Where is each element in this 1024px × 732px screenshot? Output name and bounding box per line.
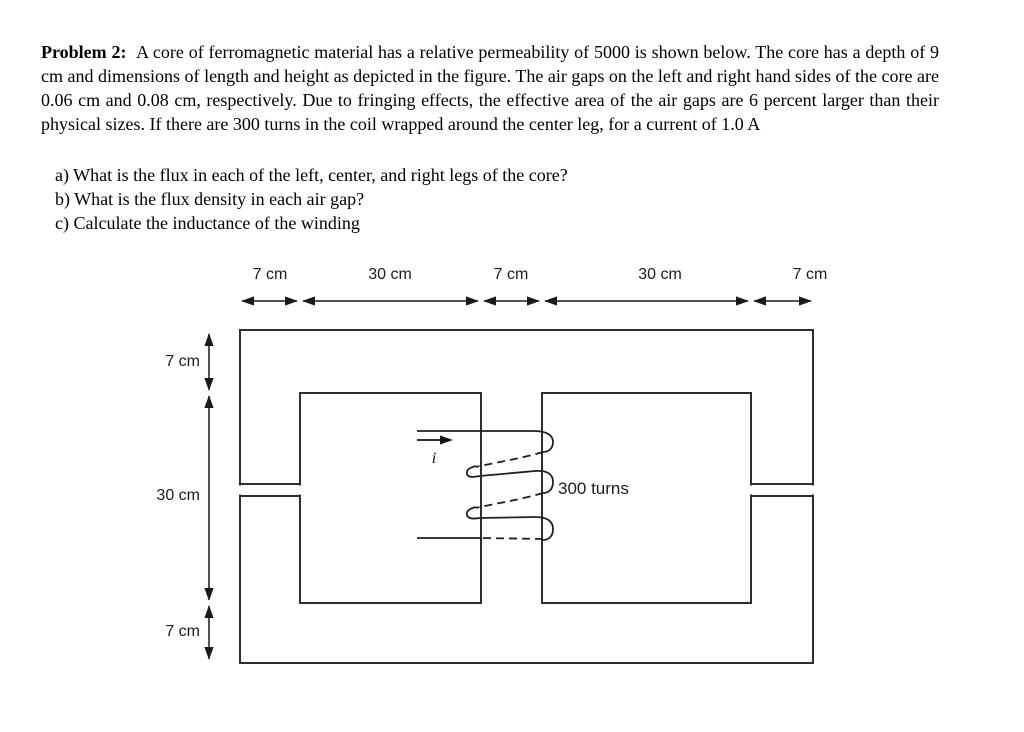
dim-label-top-right-leg: 7 cm xyxy=(792,266,828,283)
question-item-c: c) Calculate the inductance of the winding xyxy=(55,213,360,233)
dim-label-top-center-leg: 7 cm xyxy=(493,266,529,283)
left-air-gap xyxy=(236,484,304,496)
dim-label-left-window-height: 30 cm xyxy=(156,487,200,504)
left-dimension-labels xyxy=(156,353,200,640)
problem-body-text: A core of ferromagnetic material has a relative permeability of 5000 is shown below. The core has a depth of 9 cm and dimensions of length and height as depicted in the figure. The air gaps on the left and right hand sides of the core are 0.06 cm and 0.08 cm, respectively. Due to fringing effects, the effective area of the air gaps are 6 percent larger than their physical sizes. If there are 300 turns in the coil wrapped around the center leg, for a current of 1.0 A xyxy=(41,42,939,134)
question-item-b: b) What is the flux density in each air gap? xyxy=(55,189,365,209)
top-dimension-labels xyxy=(253,266,828,283)
dim-label-left-bottom-yoke: 7 cm xyxy=(165,623,200,640)
coil-turns-label: 300 turns xyxy=(558,479,629,498)
dim-label-left-top-yoke: 7 cm xyxy=(165,353,200,370)
left-window xyxy=(300,393,481,603)
question-item-a: a) What is the flux in each of the left, center, and right legs of the core? xyxy=(55,165,568,185)
dim-label-top-left-leg: 7 cm xyxy=(252,266,288,283)
dim-label-top-right-window: 30 cm xyxy=(638,266,682,283)
right-window xyxy=(542,393,751,603)
problem-number-label: Problem 2: xyxy=(41,42,127,62)
current-label: i xyxy=(431,450,437,467)
dim-label-top-left-window: 30 cm xyxy=(368,266,412,283)
right-air-gap xyxy=(747,484,817,496)
